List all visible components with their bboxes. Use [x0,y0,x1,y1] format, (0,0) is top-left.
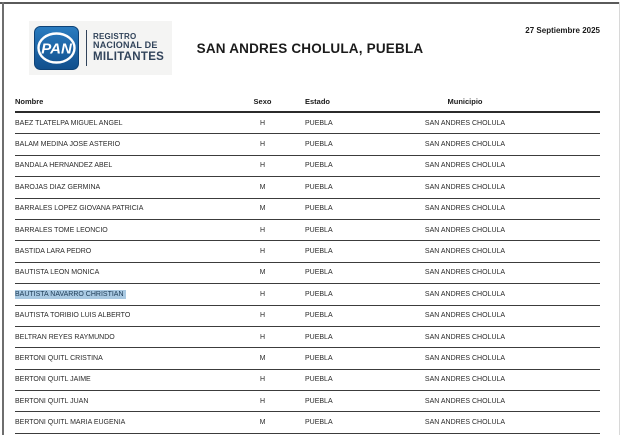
cell-municipio: SAN ANDRES CHOLULA [424,312,506,320]
table-row[interactable] [15,199,600,220]
svg-text:PAN: PAN [41,40,72,58]
table-row[interactable] [15,241,600,262]
column-header-municipio: Municipio [447,97,483,106]
cell-nombre[interactable]: BAUTISTA TORIBIO LUIS ALBERTO [15,312,131,320]
cell-nombre[interactable]: BERTONI QUITL CRISTINA [15,354,103,362]
cell-sexo: M [259,354,266,362]
cell-nombre[interactable]: BARRALES TOME LEONCIO [15,226,108,234]
cell-sexo: M [259,183,266,191]
cell-municipio: SAN ANDRES CHOLULA [424,419,506,427]
cell-estado: PUEBLA [305,333,333,341]
cell-municipio: SAN ANDRES CHOLULA [424,354,506,362]
cell-sexo: M [259,269,266,277]
column-header-sexo: Sexo [253,97,272,106]
cell-nombre[interactable]: BAEZ TLATELPA MIGUEL ANGEL [15,119,123,127]
cell-estado: PUEBLA [305,162,333,170]
cell-municipio: SAN ANDRES CHOLULA [424,333,506,341]
cell-sexo: H [259,119,266,127]
cell-municipio: SAN ANDRES CHOLULA [424,248,506,256]
cell-estado: PUEBLA [305,141,333,149]
logo-line-registro: REGISTRO [93,32,137,42]
cell-estado: PUEBLA [305,419,333,427]
cell-nombre[interactable]: BELTRAN REYES RAYMUNDO [15,333,115,341]
page-frame-left [2,2,4,435]
cell-nombre[interactable]: BAUTISTA NAVARRO CHRISTIAN [15,290,124,298]
report-date: 27 Septiembre 2025 [525,26,600,35]
cell-sexo: H [259,397,266,405]
cell-estado: PUEBLA [305,183,333,191]
cell-sexo: H [259,248,266,256]
cell-nombre[interactable]: BERTONI QUITL MARIA EUGENIA [15,419,126,427]
cell-estado: PUEBLA [305,397,333,405]
table-row[interactable] [15,177,600,198]
page-title: SAN ANDRES CHOLULA, PUEBLA [196,41,424,56]
cell-estado: PUEBLA [305,226,333,234]
cell-sexo: H [259,226,266,234]
logo-line-nacional: NACIONAL DE [93,40,158,51]
cell-nombre[interactable]: BALAM MEDINA JOSE ASTERIO [15,141,121,149]
cell-municipio: SAN ANDRES CHOLULA [424,397,506,405]
column-header-estado: Estado [305,97,331,106]
cell-estado: PUEBLA [305,205,333,213]
cell-nombre[interactable]: BANDALA HERNANDEZ ABEL [15,162,113,170]
cell-municipio: SAN ANDRES CHOLULA [424,226,506,234]
cell-municipio: SAN ANDRES CHOLULA [424,205,506,213]
militantes-table [15,92,600,434]
table-row[interactable] [15,391,600,412]
cell-sexo: H [259,162,266,170]
cell-nombre[interactable]: BARRALES LOPEZ GIOVANA PATRICIA [15,205,144,213]
cell-sexo: H [259,141,266,149]
cell-nombre[interactable]: BERTONI QUITL JUAN [15,397,89,405]
table-row[interactable] [15,327,600,348]
cell-nombre[interactable]: BAUTISTA LEON MONICA [15,269,100,277]
table-row[interactable] [15,156,600,177]
table-row[interactable] [15,113,600,134]
cell-estado: PUEBLA [305,290,333,298]
page-frame-top [0,2,620,4]
cell-municipio: SAN ANDRES CHOLULA [424,376,506,384]
table-row[interactable] [15,284,600,305]
cell-estado: PUEBLA [305,269,333,277]
cell-estado: PUEBLA [305,376,333,384]
cell-estado: PUEBLA [305,312,333,320]
table-row[interactable] [15,370,600,391]
table-row[interactable] [15,348,600,369]
table-row[interactable] [15,263,600,284]
table-row[interactable] [15,306,600,327]
cell-sexo: H [259,312,266,320]
cell-municipio: SAN ANDRES CHOLULA [424,269,506,277]
table-row[interactable] [15,412,600,433]
cell-estado: PUEBLA [305,354,333,362]
logo-line-militantes: MILITANTES [93,50,165,63]
cell-nombre[interactable]: BAROJAS DIAZ GERMINA [15,183,101,191]
cell-sexo: M [259,205,266,213]
cell-municipio: SAN ANDRES CHOLULA [424,119,506,127]
cell-sexo: H [259,376,266,384]
cell-nombre[interactable]: BERTONI QUITL JAIME [15,376,91,384]
cell-municipio: SAN ANDRES CHOLULA [424,141,506,149]
cell-sexo: H [259,290,266,298]
table-row[interactable] [15,220,600,241]
table-header-row [15,92,600,113]
cell-sexo: H [259,333,266,341]
table-body [15,113,600,434]
cell-sexo: M [259,419,266,427]
cell-municipio: SAN ANDRES CHOLULA [424,290,506,298]
cell-estado: PUEBLA [305,248,333,256]
cell-nombre[interactable]: BASTIDA LARA PEDRO [15,248,92,256]
cell-municipio: SAN ANDRES CHOLULA [424,162,506,170]
cell-estado: PUEBLA [305,119,333,127]
column-header-nombre: Nombre [15,97,44,106]
table-row[interactable] [15,134,600,155]
cell-municipio: SAN ANDRES CHOLULA [424,183,506,191]
